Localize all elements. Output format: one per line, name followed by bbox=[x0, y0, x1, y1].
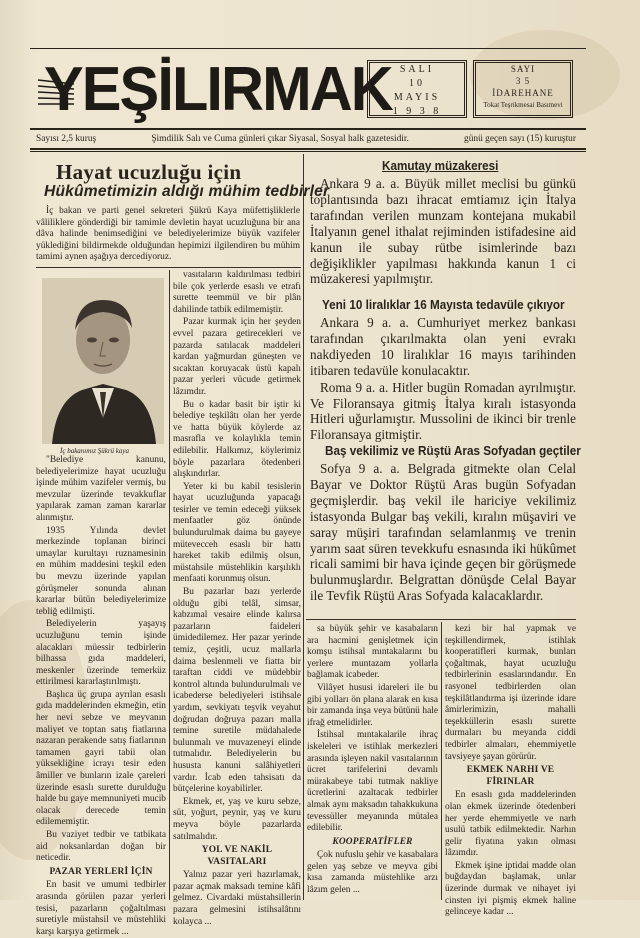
paragraph: Belediyelerin yaşayış ucuzluğunu temin işinde alacakları müessir tedbirlerin bilhassa gıda maddeleri, meskenler üzerinde temerküz ettirilmesi kararlaştırılmıştı. bbox=[36, 619, 166, 688]
paragraph: Pazar kurmak için her şeyden evvel pazara getirecekleri ve pazarda satılacak maddeleri kardan yağmurdan güneşten ve sıcaktan koruyacak üstü kapalı pazar yerleri vücude getirmek lâzımdır. bbox=[173, 317, 301, 397]
office-label: İDAREHANE bbox=[492, 88, 554, 98]
paragraph: Roma 9 a. a. Hitler bugün Romadan ayrılmıştır. Ve Filoransaya gitmiş İtalya kıralı istasyonda Hitleri uğurlamıştır. Mussolini de ikinci bir trenle Filoransaya gitmiştir. bbox=[310, 379, 576, 443]
paragraph: Bu pazarlar bazı yerlerde olduğu gibi telâl, simsar, kabzımal vesaire elinde kalırsa pazarların faideleri ümidedilemez. Her pazar yerinde temiz, çeşitli, ucuz mallarla daima beslenmeli ve fiatta bir taraftan ciddi ve müdebbir kontrol altında bulundurulmalı ve icabederse belediyeleri istihsale yardım, sevkiyatı teşvik veyahut doğrudan doğruya pazarı malla temine suretile müdahalede bulunmalı ve muvazeneyi elinde tutmalıdır. Belediyelerin bu hususta kanuni salâhiyetleri vardır. İcab eden tahsisatı da bütçelerine koyabilirler. bbox=[173, 587, 301, 795]
paragraph: En esaslı gıda maddelerinden olan ekmek üzerinde ötedenberi her yerde ehemmiyetle ve narh usulü tatbik edilmektedir. Narhın gelir fiyatına yakın olması lâzımdır. bbox=[445, 790, 576, 859]
news-parliament bbox=[310, 176, 576, 296]
schedule-label: Şimdilik Salı ve Cuma günleri çıkar Siyasal, Sosyal halk gazetesidir. bbox=[151, 134, 409, 144]
article-intro bbox=[36, 206, 300, 266]
news-banknotes bbox=[310, 315, 576, 443]
masthead-rule bbox=[30, 151, 586, 152]
section-heading: PAZAR YERLERİ İÇİN bbox=[49, 866, 153, 877]
paragraph: Sofya 9 a. a. Belgrada gitmekte olan Celal Bayar ve Doktor Rüştü Aras bugün Sofyadan geçmişlerdir. baş vekil ile hariciye vekilimiz istasyonda Bulgar baş vekili, kıralın müşaviri ve saray müşiri tarafından selamlanmış ve trenin yarım saat süren tevekkufu esnasında iki hükûmet ricali samimi bir hava içinde geçen bir görüşmede bulunmuşlardır. Belgrattan dönüşde Celal Bayar ile Tevfik Rüştü Aras Sofyada kalacaklardır. bbox=[310, 461, 576, 604]
date-num: 10 bbox=[409, 78, 425, 89]
paragraph: Ankara 9 a. a. Büyük millet meclisi bu günkü toplantısında bazı ihracat emtiamız için İtalya tarafından verilen munzam kontejana mukabil İtalyanın genel ithalat rejiminden istifadesine aid kanun ile subay rütbe isimlerinde bazı değişiklikler yapılması hakkında kanun 1 ci müzakeresi yapılmıştır. bbox=[310, 176, 576, 287]
column-rule bbox=[303, 154, 304, 900]
news-heading-sofia: Baş vekilimiz ve Rüştü Aras Sofyadan geçtiler bbox=[325, 443, 581, 458]
old-issue-label: günü geçen sayı (15) kuruştur bbox=[464, 134, 576, 144]
date-box bbox=[367, 60, 467, 118]
paragraph: Ekmek işine iptidai madde olan buğdaydan başlamak, unlar üzerinde durmak ve nihayet iyi cinsten iyi pişmiş ekmek haline gelinceye kadar ... bbox=[445, 860, 576, 918]
date-month: MAYIS bbox=[393, 92, 441, 103]
column-rule bbox=[441, 622, 442, 900]
date-day: SALI bbox=[399, 64, 435, 75]
paragraph: Ekmek, et, yaş ve kuru sebze, süt, yoğurt, peynir, yaş ve kuru meyva böyle pazarlarda satılmalıdır. bbox=[173, 796, 301, 842]
masthead-subline bbox=[36, 134, 576, 144]
article-column-d bbox=[445, 624, 576, 918]
article-subtitle: Hükûmetimizin aldığı mühim tedbirler bbox=[44, 183, 330, 200]
paragraph: sa büyük şehir ve kasabaların ara hacmini genişletmek için komşu istihsal mıntakalarını bu yerlere muntazam yollarla bağlamak icabeder. bbox=[307, 624, 438, 681]
issue-box bbox=[473, 60, 573, 118]
news-heading-parliament: Kamutay müzakeresi bbox=[382, 158, 499, 173]
section-heading: EKMEK NARHI VE FİRINLAR bbox=[466, 765, 555, 787]
section-rule bbox=[36, 267, 301, 268]
paragraph: Yeter ki bu kabil tesislerin hayat ucuzluğunda yapacağı tesirler ve temin edeceği yüksek menfaatler göz önünde bulundurulmak daima bu gayeye mütevecceh esaslı bir hattı hareket takib edilmiş olsun, müstahsile müstehlikin karşılıklı menfaati korunmuş olsun. bbox=[173, 481, 301, 585]
paragraph: Ankara 9 a. a. Cumhuriyet merkez bankası tarafından çıkarılmakta olan yeni evrakı nakdiyeden 10 liralıklar 16 mayıs tarihinden itibaren tedavüle konulacaktır. bbox=[310, 315, 576, 378]
paragraph: Çok nufuslu şehir ve kasabalara gelen yaş sebze ve meyva gibi kısa zamanda müstehlike arzı lâzım gelen ... bbox=[307, 850, 438, 896]
paragraph: vasıtaların kaldırılması tedbiri bile çok yerlerde esaslı ve etrafı surette teemmül ve bir plân dahilinde tatbik edilmemiştir. bbox=[173, 270, 301, 315]
article-column-c bbox=[307, 624, 438, 900]
paragraph: Bu o kadar basit bir iştir ki belediye teşkilâtı olan her yerde ve hatta büyük köylerde az masrafla ve kolaylıkla temin edilebilir. Halkımız, köylerimiz böyle pazarlara ötedenberi alışkındırlar. bbox=[173, 399, 301, 480]
paragraph: "Belediye kanunu, belediyelerimize hayat ucuzluğu işinde mühim vazifeler vermiş, bu mevzular üzerinde tevakkuflar yapılarak zaman zaman kararlar alınmıştır. bbox=[36, 455, 166, 523]
news-heading-banknotes: Yeni 10 liralıklar 16 Mayısta tedavüle çıkıyor bbox=[322, 297, 565, 312]
paragraph: Vilâyet hususi idareleri ile bu gibi yolları ön plana alarak en kısa bir zamanda inşa veya bütünü hale ifrağ etmelidirler. bbox=[307, 682, 438, 728]
portrait-photo bbox=[42, 278, 164, 444]
date-year: 1 9 3 8 bbox=[392, 106, 442, 117]
paragraph: En basit ve umumi tedbirler arasında görülen pazar yerleri tesisi, pazarların çoğaltılması suretiyle müstahsil ve müstehliki karşı karşıya getirmek ... bbox=[36, 880, 166, 937]
issue-num: 3 5 bbox=[515, 76, 531, 86]
column-rule bbox=[169, 270, 170, 900]
masthead-rule bbox=[30, 148, 586, 150]
issue-label: SAYI bbox=[510, 64, 536, 74]
article-title: Hayat ucuzluğu için bbox=[56, 160, 242, 184]
paragraph: Bu vaziyet tedbir ve tatbikata aid noksanlardan doğan bir neticedir. bbox=[36, 830, 166, 864]
news-sofia bbox=[310, 461, 576, 617]
paragraph: kezi bir hal yapmak ve teşkillendirmek, istihlak kooperatifleri kurmak, bunları çoğaltmak, hayat ucuzluğu tedbirlerinin esaslarındandır. En rasyonel tedbirlerden olan teşkilâtlandırma işi üzerinde idare âmirlerimizin, mahalli teşekküllerin esaslı surette durmaları bu meyanda ciddi tedbirler almaları, ehemmiyetle tavsiyeye şayan görürür. bbox=[445, 624, 576, 762]
intro-paragraph: İç bakan ve parti genel sekreteri Şükrü Kaya müfettişliklerle vâliliklere gönderdiği bir tamimle devletin hayat ucuzluğuna bir ana dâva halinde benimsediğini ve belediyelerimize büyük vazifeler yüklediğini bildirmekde olduğundan hepimizi ilgilendiren bu mühim tamimi aynen aşağıya dercediyoruz. bbox=[36, 206, 300, 263]
masthead-rule bbox=[30, 128, 586, 130]
paragraph: 1935 Yılında devlet merkezinde toplanan birinci umaylar kurultayı ruznamesinin en mühim maddesini teşkil eden bu mevzu üzerinde yapılan görüşmeler sonunda alınan kararlar bütün belediyelerimize tebliğ edilmişti. bbox=[36, 525, 166, 617]
paragraph: Başlıca üç grupa ayrılan esaslı gıda maddelerinden ekmeğin, etin her nevi sebze ve meyvanın maliyet ve toptan satış fiatlarına nazaran perakende satış fiatlarının tamamen gayri tabii olan yüksekliğine icrayı tesir eden âmiller ve bunların izale çareleri üzerinde esaslı surette durulduğu halde bu gaye memnuniyeti mucib olacak derecede temin edilememiştir. bbox=[36, 689, 166, 828]
press-label: Tokat Teşrikmesai Basımevi bbox=[483, 101, 563, 109]
article-column-b bbox=[173, 270, 301, 927]
portrait-image bbox=[42, 278, 164, 444]
paragraph: Yalnız pazar yeri hazırlamak, pazar açmak maksadı temine kâfi gelmez. Civardaki müstahsillerin pazara gelmesini istihsalâtını kolayca ... bbox=[173, 870, 301, 927]
article-column-a bbox=[36, 455, 166, 937]
masthead-title: YEŞİLIRMAK bbox=[44, 55, 392, 124]
section-rule bbox=[306, 619, 576, 620]
section-heading: YOL VE NAKİL VASITALARI bbox=[201, 845, 273, 867]
price-label: Sayısı 2,5 kuruş bbox=[36, 134, 97, 144]
masthead-rule bbox=[30, 48, 586, 49]
section-heading: KOOPERATİFLER bbox=[332, 836, 413, 847]
paragraph: İstihsal mıntakalarile ihraç iskeleleri ve istihlak merkezleri arasında işleyen nakil vasıtalarının ücret tarifelerini devamlı mürakabeye tabi tutmak nakliye ücretlerini azaltacak tedbirler almak aynı maksadın tahakkukuna tevessüller meyanında mütalea edilebilir. bbox=[307, 730, 438, 834]
portrait-caption: İç bakanımız Şükrü kaya bbox=[60, 447, 130, 455]
